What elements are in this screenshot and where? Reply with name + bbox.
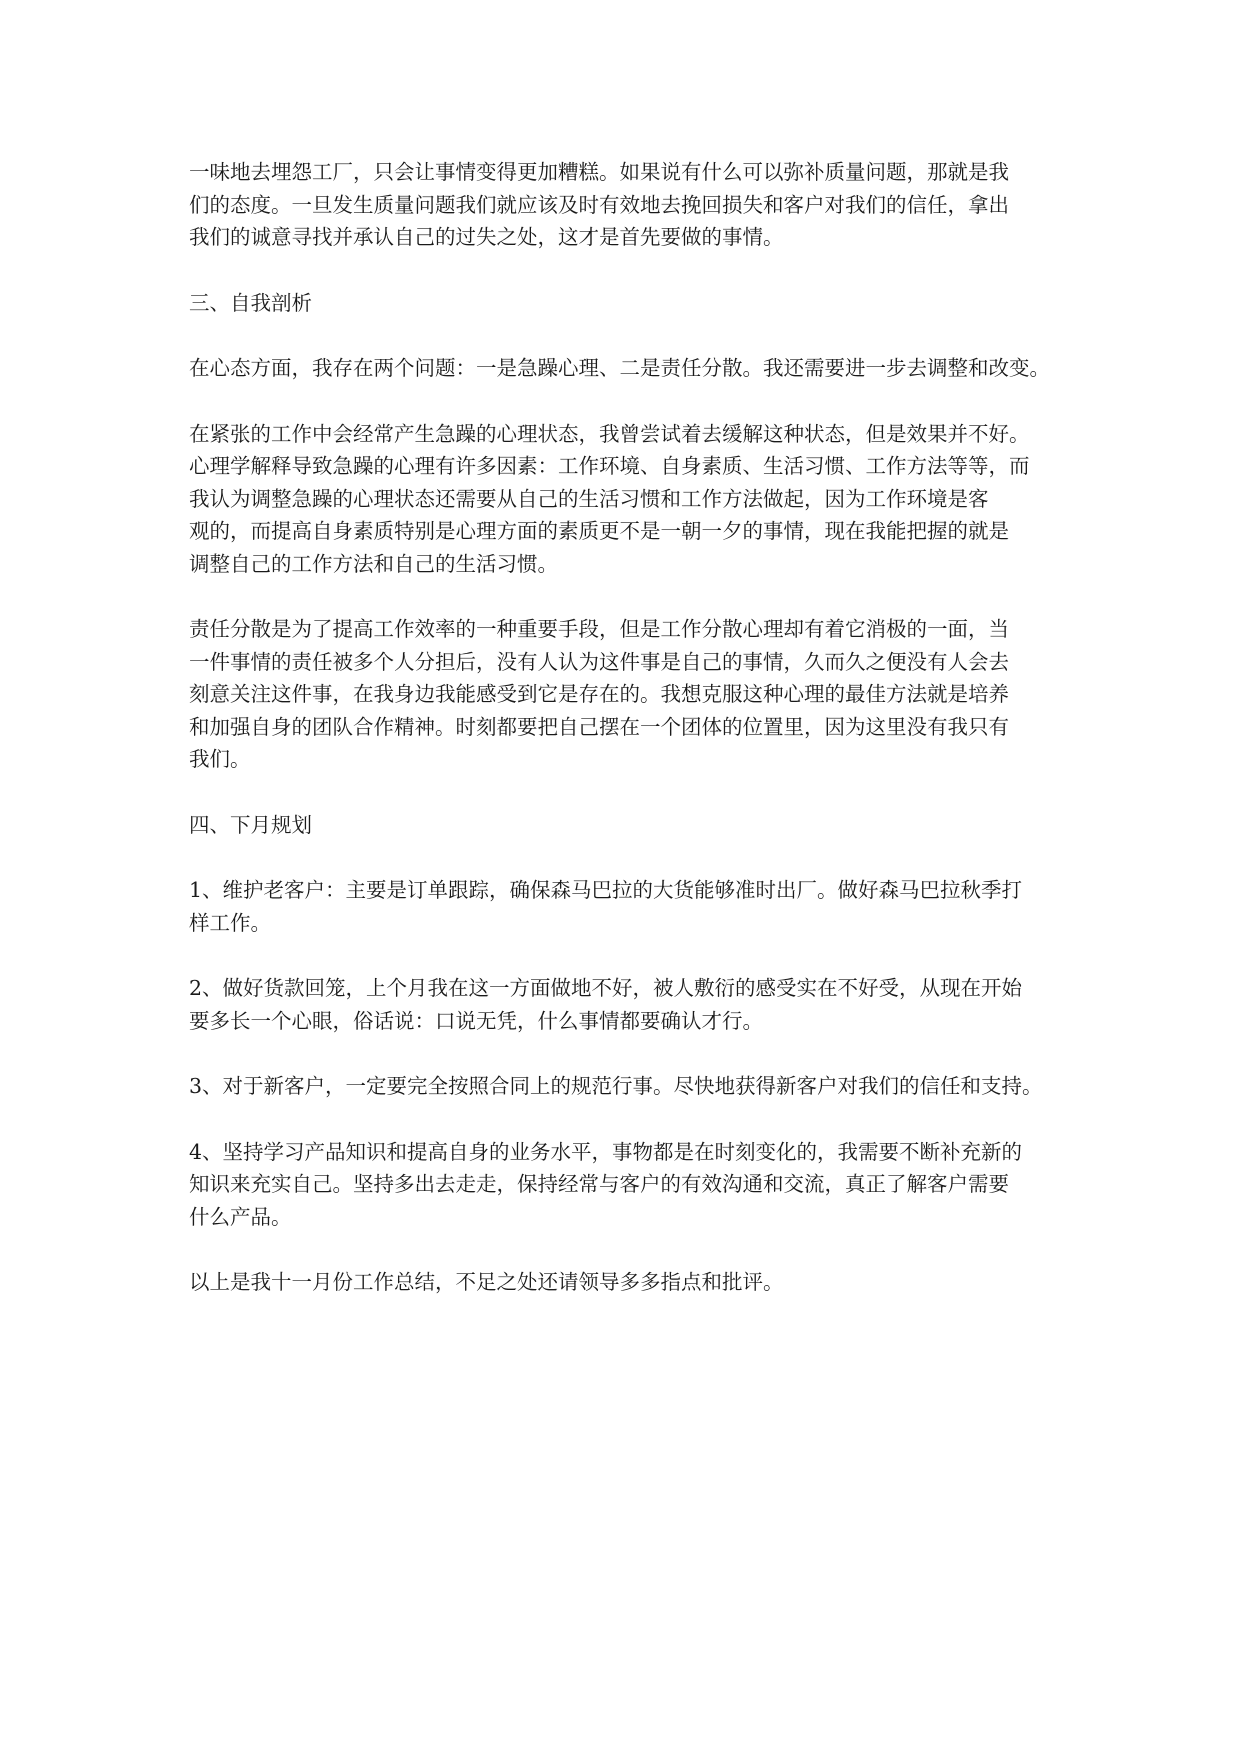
- text-line: 观的，而提高自身素质特别是心理方面的素质更不是一朝一夕的事情，现在我能把握的就是: [189, 519, 1009, 543]
- text-line: 在紧张的工作中会经常产生急躁的心理状态，我曾尝试着去缓解这种状态，但是效果并不好。: [189, 421, 1030, 446]
- text-line: 一件事情的责任被多个人分担后，没有人认为这件事是自己的事情，久而久之便没有人会去: [189, 649, 1009, 674]
- text-line: 们的态度。一旦发生质量问题我们就应该及时有效地去挽回损失和客户对我们的信任，拿出: [189, 192, 1009, 217]
- text-line: 要多长一个心眼，俗话说：口说无凭，什么事情都要确认才行。: [189, 1008, 763, 1033]
- text-line: 我认为调整急躁的心理状态还需要从自己的生活习惯和工作方法做起，因为工作环境是客: [189, 486, 989, 511]
- paragraph-responsibility: [189, 613, 1069, 776]
- paragraph-closing: [189, 1266, 1069, 1299]
- text-line: 以上是我十一月份工作总结，不足之处还请领导多多指点和批评。: [189, 1270, 784, 1294]
- section-heading-self-analysis: [189, 287, 1069, 320]
- section-heading-next-month-plan: [189, 809, 1069, 842]
- text-line: 3、对于新客户，一定要完全按照合同上的规范行事。尽快地获得新客户对我们的信任和支持。: [189, 1074, 1043, 1098]
- text-line: 一味地去埋怨工厂，只会让事情变得更加糟糕。如果说有什么可以弥补质量问题，那就是我: [189, 160, 1009, 184]
- paragraph-quality-attitude: [189, 156, 1069, 254]
- text-line: 1、维护老客户：主要是订单跟踪，确保森马巴拉的大货能够准时出厂。做好森马巴拉秋季打: [189, 878, 1023, 902]
- text-line: 知识来充实自己。坚持多出去走走，保持经常与客户的有效沟通和交流，真正了解客户需要: [189, 1172, 1009, 1196]
- text-line: 责任分散是为了提高工作效率的一种重要手段，但是工作分散心理却有着它消极的一面，当: [189, 617, 1009, 641]
- plan-item-3: [189, 1070, 1069, 1103]
- document-body: [189, 156, 1069, 1332]
- heading-text: 三、自我剖析: [189, 290, 312, 315]
- plan-item-4: [189, 1136, 1069, 1234]
- plan-item-1: [189, 874, 1069, 939]
- plan-item-2: [189, 972, 1069, 1037]
- paragraph-mindset: [189, 352, 1069, 385]
- text-line: 刻意关注这件事，在我身边我能感受到它是存在的。我想克服这种心理的最佳方法就是培养: [189, 682, 1009, 706]
- text-line: 心理学解释导致急躁的心理有许多因素：工作环境、自身素质、生活习惯、工作方法等等，而: [189, 454, 1030, 478]
- text-line: 调整自己的工作方法和自己的生活习惯。: [189, 551, 558, 576]
- text-line: 在心态方面，我存在两个问题：一是急躁心理、二是责任分散。我还需要进一步去调整和改变。: [189, 356, 1050, 380]
- text-line: 2、做好货款回笼，上个月我在这一方面做地不好，被人敷衍的感受实在不好受，从现在开始: [189, 976, 1023, 1000]
- text-line: 我们的诚意寻找并承认自己的过失之处，这才是首先要做的事情。: [189, 225, 784, 249]
- paragraph-impatience: [189, 418, 1069, 581]
- text-line: 样工作。: [189, 910, 271, 935]
- text-line: 我们。: [189, 747, 251, 771]
- text-line: 什么产品。: [189, 1204, 292, 1229]
- text-line: 4、坚持学习产品知识和提高自身的业务水平，事物都是在时刻变化的，我需要不断补充新的: [189, 1139, 1023, 1164]
- heading-text: 四、下月规划: [189, 812, 312, 837]
- text-line: 和加强自身的团队合作精神。时刻都要把自己摆在一个团体的位置里，因为这里没有我只有: [189, 714, 1009, 739]
